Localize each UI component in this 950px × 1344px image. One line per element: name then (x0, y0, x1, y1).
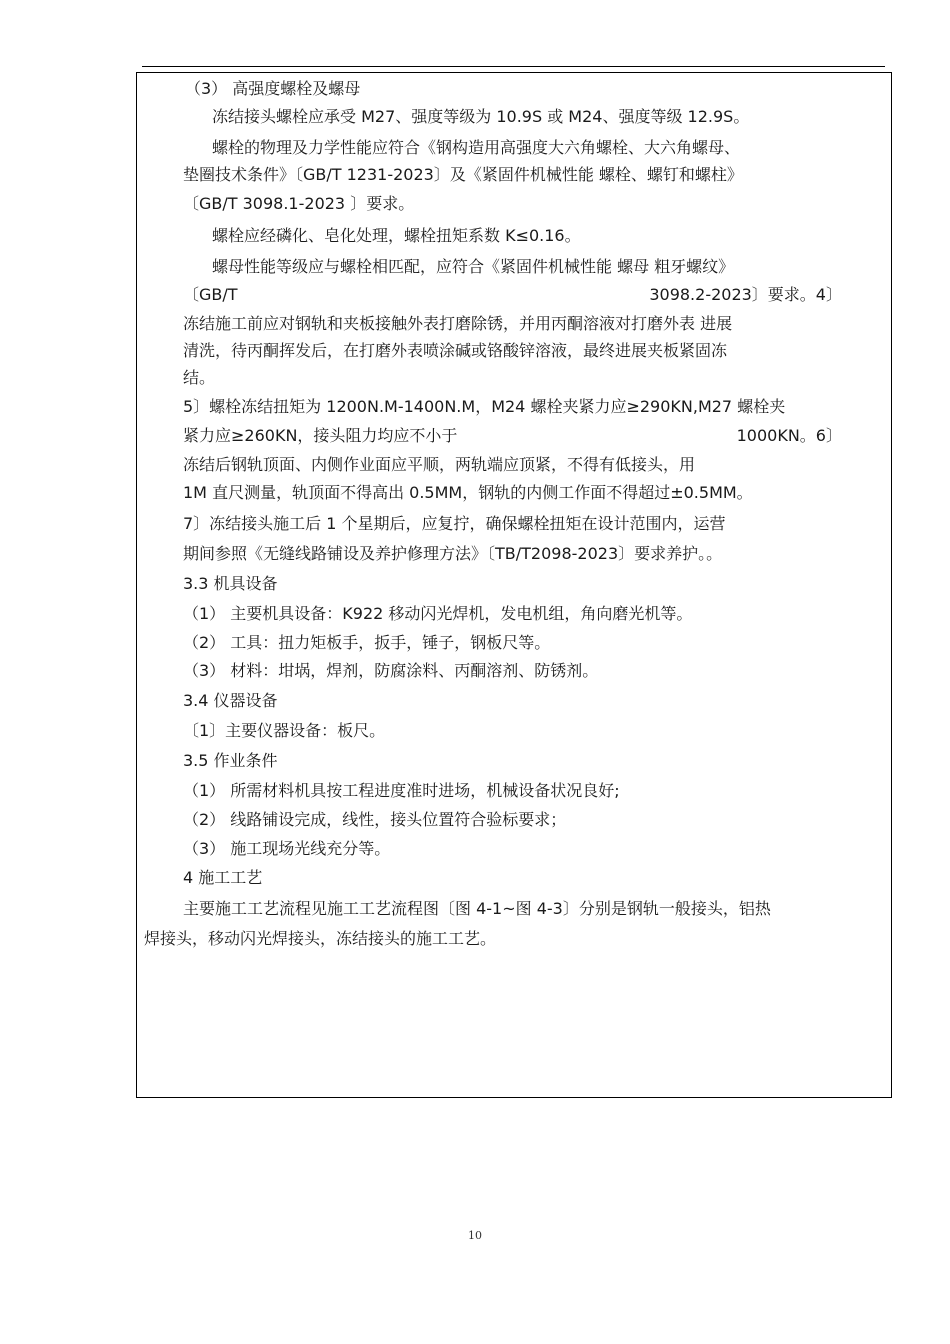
text-line: 5〕螺栓冻结扭矩为 1200N.M-1400N.M，M24 螺栓夹紧力应≥290KN,M27 螺栓夹 (183, 397, 786, 416)
text-line: 期间参照《无缝线路铺设及养护修理方法》〔TB/T2098-2023〕要求养护。。 (183, 544, 723, 563)
text-line-right: 1000KN。6〕 (736, 426, 842, 445)
text-line: 1M 直尺测量，轨顶面不得高出 0.5MM，钢轨的内侧工作面不得超过±0.5MM。 (183, 483, 753, 502)
text-line: 焊接头，移动闪光焊接头，冻结接头的施工工艺。 (144, 929, 497, 948)
text-line: 冻结后钢轨顶面、内侧作业面应平顺，两轨端应顶紧，不得有低接头，用 (183, 455, 696, 474)
header-rule (142, 66, 885, 67)
section-heading: 3.3 机具设备 (183, 574, 278, 593)
section-heading: 3.5 作业条件 (183, 751, 278, 770)
text-line: 主要施工工艺流程见施工工艺流程图〔图 4-1~图 4-3〕分别是钢轨一般接头，铝热 (183, 899, 771, 918)
text-line: 螺栓应经磷化、皂化处理，螺栓扭矩系数 K≤0.16。 (212, 226, 581, 245)
text-line: （3） 高强度螺栓及螺母 (185, 79, 361, 98)
text-line: 7〕冻结接头施工后 1 个星期后，应复拧，确保螺栓扭矩在设计范围内，运营 (183, 514, 726, 533)
text-line-left: 紧力应≥260KN，接头阻力均应不小于 (183, 426, 458, 445)
text-line: （1） 主要机具设备：K922 移动闪光焊机，发电机组，角向磨光机等。 (183, 604, 693, 623)
text-line-right: 3098.2-2023〕要求。4〕 (649, 285, 842, 304)
text-line: 冻结接头螺栓应承受 M27、强度等级为 10.9S 或 M24、强度等级 12.9S。 (212, 107, 750, 126)
text-line: （3） 施工现场光线充分等。 (183, 839, 391, 858)
text-line-left: 〔GB/T (183, 285, 238, 304)
text-line: 结。 (183, 368, 216, 387)
text-line: （2） 线路铺设完成，线性，接头位置符合验标要求； (183, 810, 567, 829)
text-line: 螺母性能等级应与螺栓相匹配，应符合《紧固件机械性能 螺母 粗牙螺纹》 (212, 257, 735, 276)
page-number: 10 (468, 1229, 482, 1242)
section-heading: 4 施工工艺 (183, 868, 263, 887)
text-line: 〔GB/T 3098.1-2023 〕要求。 (183, 194, 415, 213)
text-line: 清洗，待丙酮挥发后，在打磨外表喷涂碱或铬酸锌溶液，最终进展夹板紧固冻 (183, 341, 728, 360)
text-line: 螺栓的物理及力学性能应符合《钢构造用高强度大六角螺栓、大六角螺母、 (212, 138, 741, 157)
text-line: 〔1〕主要仪器设备：板尺。 (183, 721, 386, 740)
text-line: 垫圈技术条件》〔GB/T 1231-2023〕及《紧固件机械性能 螺栓、螺钉和螺柱》 (183, 165, 743, 184)
text-line: （1） 所需材料机具按工程进度准时进场，机械设备状况良好; (183, 781, 620, 800)
text-line: （3） 材料：坩埚，焊剂，防腐涂料、丙酮溶剂、防锈剂。 (183, 661, 599, 680)
text-line: （2） 工具：扭力矩板手，扳手，锤子，钢板尺等。 (183, 633, 551, 652)
text-line: 冻结施工前应对钢轨和夹板接触外表打磨除锈，并用丙酮溶液对打磨外表 进展 (183, 314, 733, 333)
section-heading: 3.4 仪器设备 (183, 691, 278, 710)
